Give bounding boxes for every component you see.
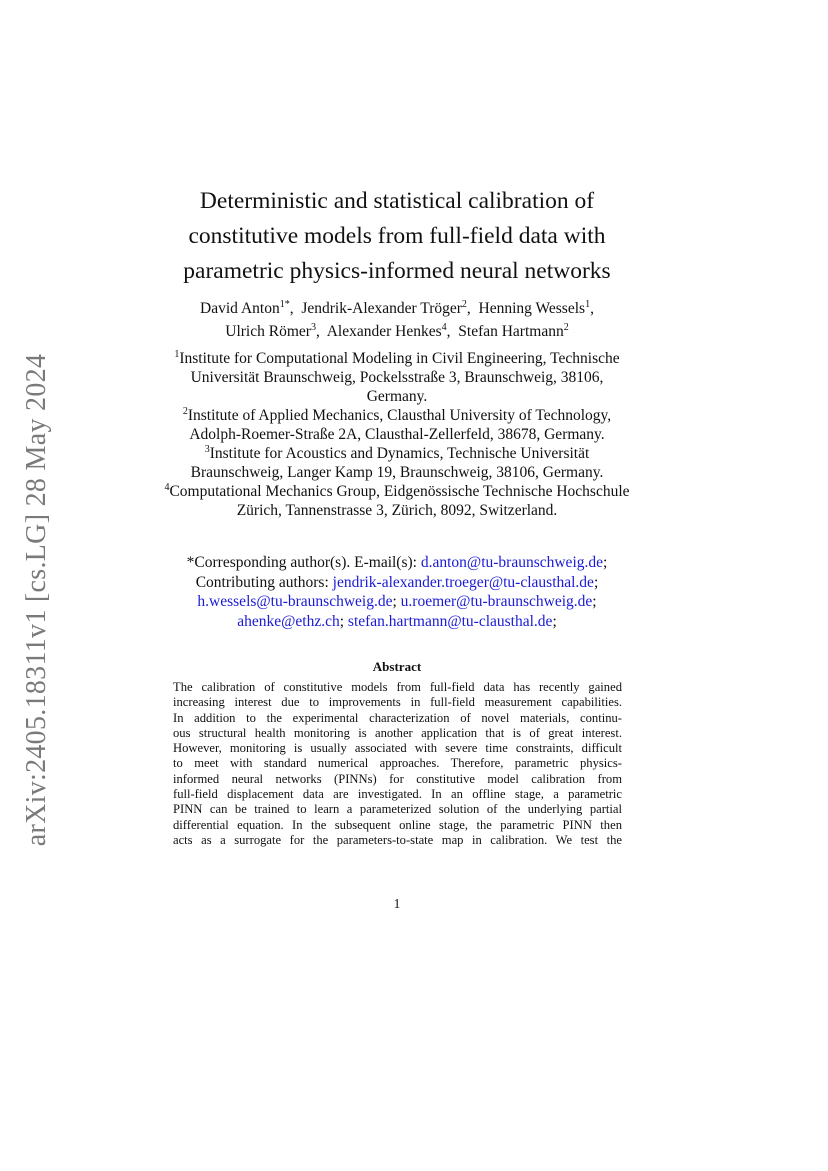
abstract-line: ous structural health monitoring is another application that is of great interest. (173, 725, 622, 740)
email-link[interactable]: u.roemer@tu-braunschweig.de (400, 593, 593, 610)
affiliation-line (0, 349, 794, 368)
affiliation-list (0, 349, 794, 520)
affiliation-text: Computational Mechanics Group, Eidgenössische Technische Hochschule (169, 483, 630, 500)
abstract-line: informed neural networks (PINNs) for constitutive model calibration from (173, 771, 622, 786)
contributing-line: ahenke@ethz.ch; stefan.hartmann@tu-clausthal.de; (237, 612, 557, 630)
abstract-line: to meet with standard numerical approaches. Therefore, parametric physics- (173, 756, 622, 771)
email-link[interactable]: jendrik-alexander.troeger@tu-clausthal.de (332, 573, 594, 591)
author-name: Stefan Hartmann (458, 323, 564, 340)
corresponding-line: *Corresponding author(s). E-mail(s): d.anton@tu-braunschweig.de; (186, 554, 608, 571)
author-mark: 2 (563, 322, 569, 333)
affiliation-line: Germany. (366, 388, 428, 405)
affiliation-line (0, 406, 794, 425)
author-mark: 2 (461, 299, 467, 310)
affiliation-mark: 3 (204, 444, 210, 455)
author-name: Ulrich Römer (225, 323, 311, 340)
affiliation-line: Adolph-Roemer-Straße 2A, Clausthal-Zellerfeld, 38678, Germany. (189, 426, 605, 443)
author-name: David Anton (200, 300, 280, 317)
abstract-line: PINN can be trained to learn a parameterized solution of the underlying partial (173, 802, 622, 817)
affiliation-line: Zürich, Tannenstrasse 3, Zürich, 8092, Switzerland. (236, 502, 558, 519)
title-line: parametric physics-informed neural networks (183, 258, 611, 284)
arxiv-identifier: arXiv:2405.18311v1 [cs.LG] 28 May 2024 (21, 353, 52, 847)
affiliation-text: Institute for Computational Modeling in Civil Engineering, Technische (179, 350, 620, 367)
author-name: Henning Wessels (478, 300, 586, 317)
correspondence-block (0, 553, 794, 631)
abstract-heading: Abstract (372, 659, 422, 674)
contributing-line: h.wessels@tu-braunschweig.de; u.roemer@tu-braunschweig.de; (197, 593, 597, 610)
abstract-line: differential equation. In the subsequent online stage, the parametric PINN then (173, 817, 622, 832)
email-link[interactable]: ahenke@ethz.ch (237, 612, 340, 630)
contributing-label: Contributing authors: (195, 573, 333, 591)
abstract-line: However, monitoring is usually associated with severe time constraints, difficult (173, 741, 622, 756)
abstract-line: In addition to the experimental characterization of novel materials, continu- (173, 710, 622, 725)
affiliation-mark: 4 (164, 482, 170, 493)
title-line: constitutive models from full-field data with (188, 223, 606, 249)
email-link[interactable]: stefan.hartmann@tu-clausthal.de (347, 612, 553, 630)
affiliation-line: Universität Braunschweig, Pockelsstraße 3, Braunschweig, 38106, (190, 369, 604, 386)
email-link[interactable]: h.wessels@tu-braunschweig.de (197, 593, 393, 610)
author-line: Ulrich Römer$^3$, Alexander Henkes$^4$, Stefan Hartmann$^2$ (225, 322, 569, 340)
author-mark: 3 (310, 322, 316, 333)
abstract-body (173, 680, 622, 848)
abstract-line: full-field displacement data are investigated. In an offline stage, a parametric (173, 787, 622, 802)
affiliation-line (0, 444, 794, 463)
affiliation-mark: 1 (174, 349, 180, 360)
abstract-line: The calibration of constitutive models from full-field data has recently gained (173, 680, 622, 694)
author-name: Jendrik-Alexander Tröger (301, 300, 462, 317)
paper-title (0, 184, 794, 289)
abstract-line: increasing interest due to improvements in full-field measurement capabilities. (173, 695, 622, 710)
email-link[interactable]: d.anton@tu-braunschweig.de (420, 554, 603, 571)
affiliation-mark: 2 (182, 406, 188, 417)
contributing-line: Contributing authors: jendrik-alexander.troeger@tu-clausthal.de; (195, 573, 599, 591)
author-mark: 4 (441, 322, 447, 333)
title-line: Deterministic and statistical calibration of (199, 188, 595, 214)
corresponding-label: *Corresponding author(s). E-mail(s): (186, 554, 421, 571)
page-number: 1 (393, 896, 401, 911)
author-mark: 1* (279, 299, 290, 310)
author-name: Alexander Henkes (326, 323, 442, 340)
affiliation-line (0, 482, 794, 501)
author-line: David Anton$^{1*}$, Jendrik-Alexander Tröger$^2$, Henning Wessels$^1$, (200, 299, 594, 317)
author-mark: 1 (585, 299, 591, 310)
abstract-line: acts as a surrogate for the parameters-to-state map in calibration. We test the (173, 832, 622, 847)
author-list (0, 297, 794, 343)
affiliation-line: Braunschweig, Langer Kamp 19, Braunschweig, 38106, Germany. (190, 464, 604, 481)
affiliation-text: Institute for Acoustics and Dynamics, Technische Universität (209, 445, 590, 462)
affiliation-text: Institute of Applied Mechanics, Clausthal University of Technology, (187, 407, 612, 424)
